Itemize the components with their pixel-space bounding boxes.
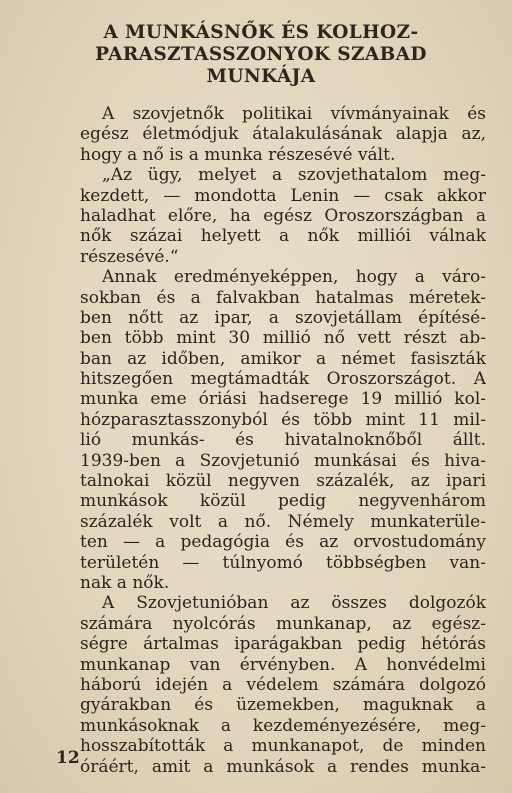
chapter-title: [60, 22, 462, 88]
text-line: munkások közül pedig negyvenhárom: [80, 491, 486, 512]
text-line: talnokai közül negyven százalék, az ipari: [80, 471, 486, 492]
text-line: részesévé.“: [80, 246, 179, 267]
text-line: gyárakban és üzemekben, maguknak a: [80, 695, 486, 716]
text-line: munkásoknak a kezdeményezésére, meg-: [80, 715, 486, 736]
text-line: hosszabították a munkanapot, de minden: [80, 736, 486, 757]
text-line: számára nyolcórás munkanap, az egész-: [80, 613, 486, 634]
text-line: ban az időben, amikor a német fasiszták: [80, 348, 486, 369]
chapter-title-line: A MUNKÁSNŐK ÉS KOLHOZ-: [103, 22, 419, 43]
body-text: [80, 104, 486, 777]
text-line: egész életmódjuk átalakulásának alapja az,: [80, 124, 486, 145]
text-line: 1939-ben a Szovjetunió munkásai és hiva-: [80, 450, 486, 471]
chapter-title-line: MUNKÁJA: [206, 66, 316, 87]
text-line: „Az ügy, melyet a szovjethatalom meg-: [102, 165, 486, 186]
text-line: százalék volt a nő. Némely munkaterüle-: [80, 511, 486, 532]
text-line: ben több mint 30 millió nő vett részt ab-: [80, 328, 486, 349]
text-line: hogy a nő is a munka részesévé vált.: [80, 144, 396, 165]
text-line: nak a nők.: [80, 572, 170, 593]
text-line: kezdett, — mondotta Lenin — csak akkor: [80, 185, 486, 206]
text-line: munka eme óriási hadserege 19 millió kol-: [80, 389, 486, 410]
text-line: háború idején a védelem számára dolgozó: [80, 674, 486, 695]
text-line: munkanap van érvényben. A honvédelmi: [80, 654, 486, 675]
text-line: ten — a pedagógia és az orvostudomány: [80, 532, 486, 553]
text-line: haladhat előre, ha egész Oroszországban a: [80, 205, 486, 226]
text-line: A szovjetnők politikai vívmányainak és: [102, 104, 486, 124]
text-line: hitszegően megtámadták Oroszországot. A: [80, 369, 486, 390]
text-line: Annak eredményeképpen, hogy a váro-: [102, 267, 486, 288]
text-line: óráért, amit a munkások a rendes munka-: [80, 756, 486, 777]
text-line: A Szovjetunióban az összes dolgozók: [102, 593, 486, 614]
page-number: 12: [56, 748, 80, 768]
text-line: lió munkás- és hivatalnoknőből állt.: [80, 430, 486, 451]
text-line: ségre ártalmas iparágakban pedig hétórás: [80, 634, 486, 655]
text-line: hózparasztasszonyból és több mint 11 mil-: [80, 409, 486, 430]
text-line: sokban és a falvakban hatalmas méretek-: [80, 287, 486, 308]
chapter-title-line: PARASZTASSZONYOK SZABAD: [95, 44, 427, 65]
text-line: ben nőtt az ipar, a szovjetállam építésé-: [80, 307, 486, 328]
text-line: nők százai helyett a nők milliói válnak: [80, 226, 486, 247]
text-line: területén — túlnyomó többségben van-: [80, 552, 486, 573]
